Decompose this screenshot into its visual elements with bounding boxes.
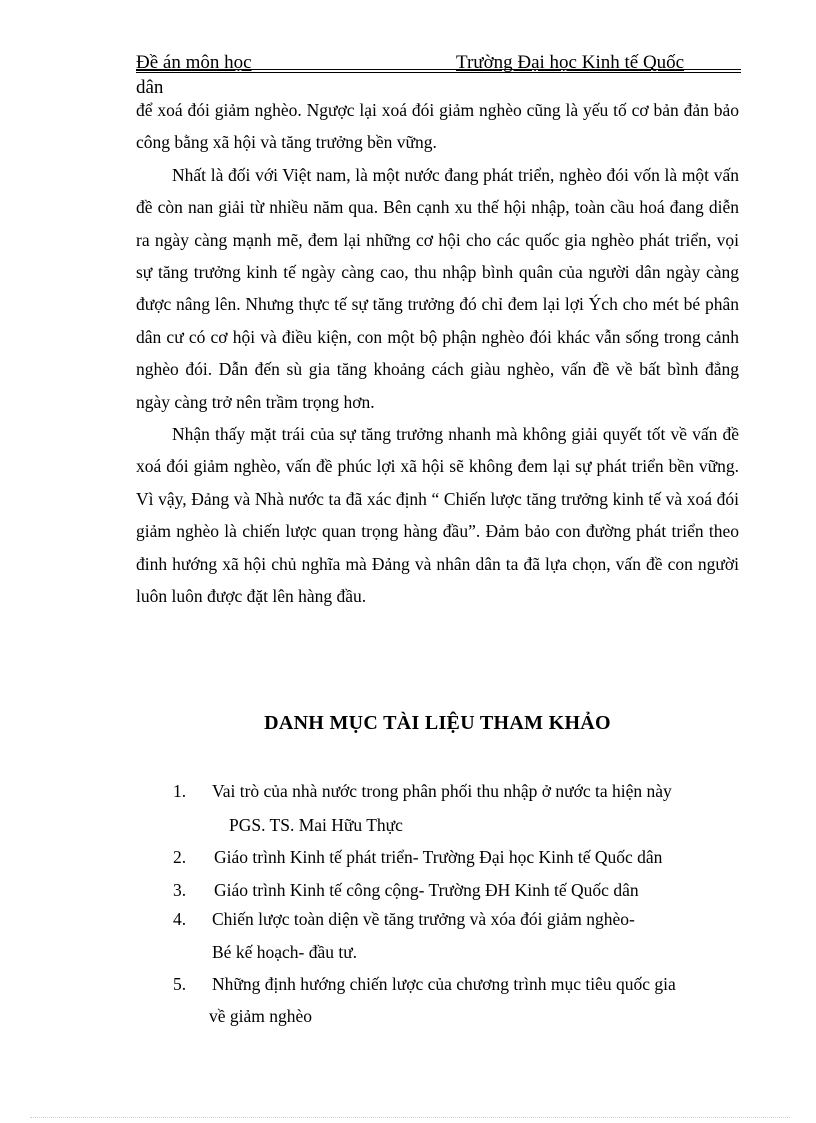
- page-bottom-divider: [30, 1117, 790, 1118]
- reference-author: PGS. TS. Mai Hữu Thực: [229, 815, 403, 835]
- reference-number: 1.: [173, 781, 187, 801]
- page-header: [136, 52, 741, 98]
- reference-text: Những định hướng chiến lược của chương trình mục tiêu quốc gia: [212, 974, 676, 994]
- reference-text: Giáo trình Kinh tế phát triển- Trường Đại học Kinh tế Quốc dân: [214, 847, 663, 867]
- reference-number: 2.: [173, 847, 187, 867]
- paragraph: Nhất là đối với Việt nam, là một nước đang phát triển, nghèo đói vốn là một vấn đề còn nan giải từ nhiều năm qua. Bên cạnh xu thế hội nhập, toàn cầu hoá đang diễn ra ngày càng mạnh mẽ, đem lại những cơ hội cho các quốc gia nghèo phát triển, vọi sự tăng trưởng kinh tế ngày càng cao, thu nhập bình quân của người dân ngày càng được nâng lên. Nhưng thực tế sự tăng trưởng đó chỉ đem lại lợi Ých cho mét bé phân dân cư có cơ hội và điều kiện, con một bộ phận nghèo đói khác vẫn sống trong cảnh nghèo đói. Dẫn đến sù gia tăng khoảng cách giàu nghèo, vấn đề về bất bình đẳng ngày càng trở nên trầm trọng hơn.: [136, 164, 739, 412]
- header-rule-double: [136, 72, 741, 73]
- paragraph: để xoá đói giảm nghèo. Ngược lại xoá đói giảm nghèo cũng là yếu tố cơ bản đản bảo công bằng xã hội và tăng trưởng bền vững.: [136, 100, 739, 153]
- references-heading: DANH MỤC TÀI LIỆU THAM KHẢO: [264, 712, 611, 734]
- reference-number: 5.: [173, 974, 187, 994]
- header-university: Trường Đại học Kinh tế Quốc: [456, 52, 685, 73]
- paragraph: Nhận thấy mặt trái của sự tăng trưởng nhanh mà không giải quyết tốt về vấn đề xoá đói giảm nghèo, vấn đề phúc lợi xã hội sẽ không đem lại sự phát triển bền vững. Vì vậy, Đảng và Nhà nước ta đã xác định “ Chiến lược tăng trưởng kinh tế và xoá đói giảm nghèo là chiến lược quan trọng hàng đầu”. Đảm bảo con đường phát triển theo đinh hướng xã hội chủ nghĩa mà Đảng và nhân dân ta đã lựa chọn, vấn đề con người luôn luôn được đặt lên hàng đầu.: [136, 424, 739, 607]
- reference-text: Giáo trình Kinh tế công cộng- Trường ĐH Kinh tế Quốc dân: [214, 880, 639, 900]
- header-course-title: Đề án môn học: [136, 52, 252, 73]
- reference-text-continuation: về giảm nghèo: [209, 1006, 313, 1026]
- header-rule: [136, 69, 741, 70]
- reference-text: Chiến lược toàn diện về tăng trưởng và xóa đói giảm nghèo-: [212, 909, 635, 929]
- reference-number: 4.: [173, 909, 187, 929]
- reference-publisher: Bé kế hoạch- đầu tư.: [212, 942, 358, 962]
- body-text: [136, 94, 739, 613]
- header-university-continuation: dân: [136, 77, 164, 98]
- reference-number: 3.: [173, 880, 187, 900]
- reference-text: Vai trò của nhà nước trong phân phối thu nhập ở nước ta hiện này: [212, 781, 672, 801]
